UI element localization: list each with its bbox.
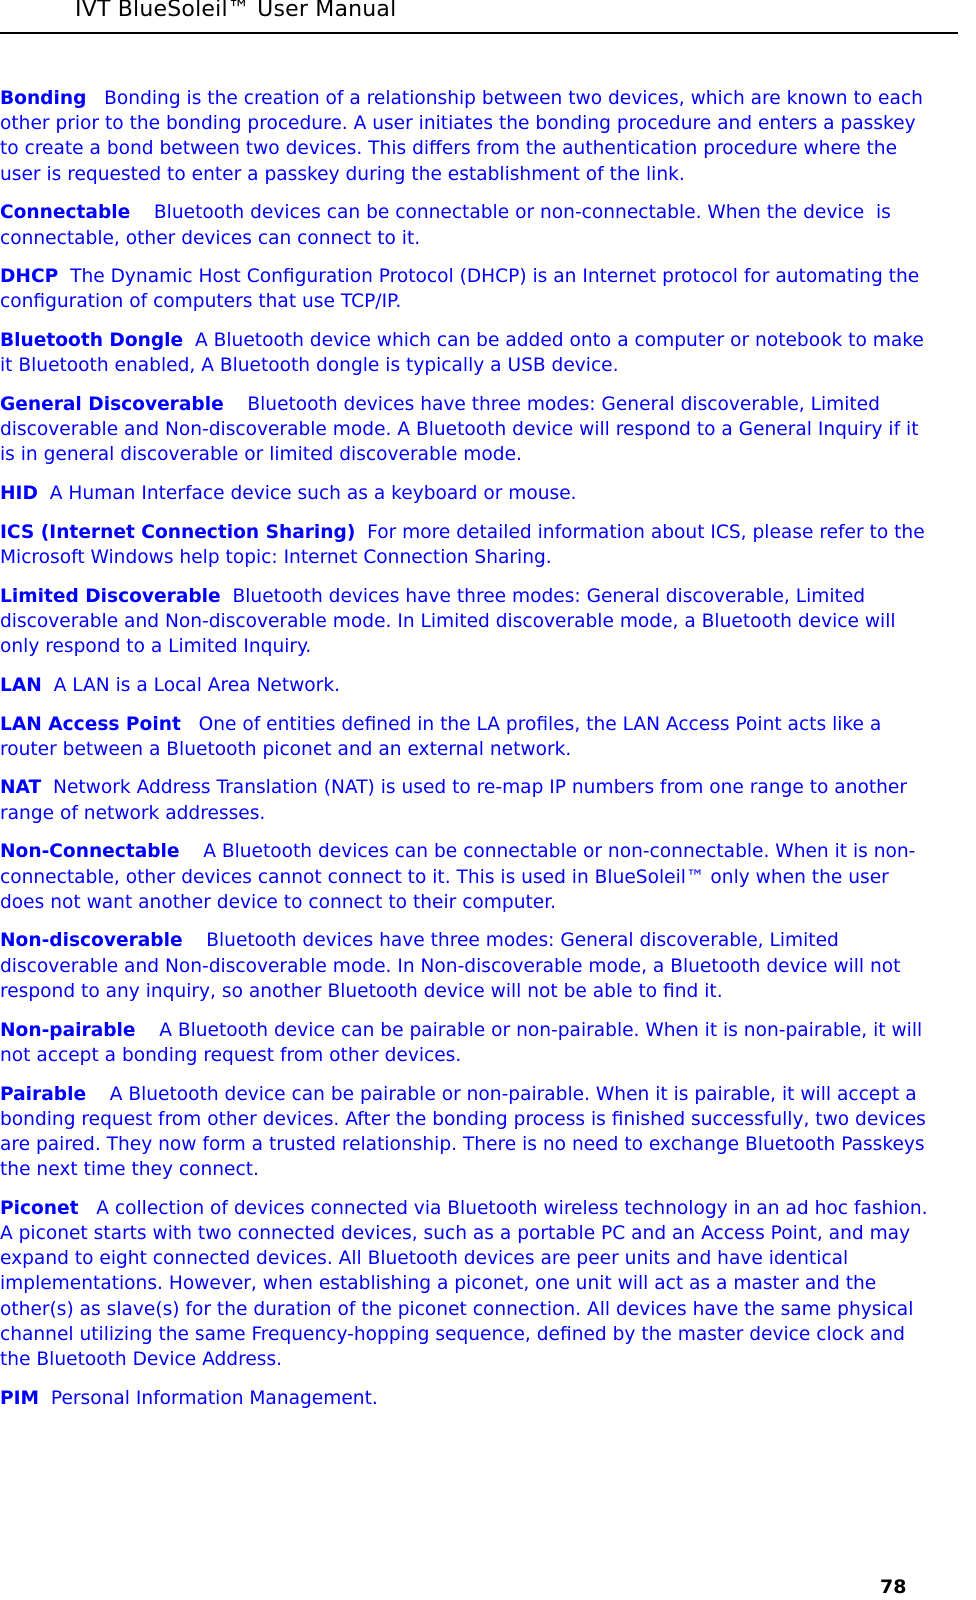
manual-title: IVT BlueSoleil™ User Manual	[75, 0, 397, 22]
term-separator	[42, 675, 54, 696]
term-separator	[39, 1388, 51, 1409]
glossary-definition: The Dynamic Host Configuration Protocol (DHCP) is an Internet protocol for automating the configuration of computers that use TCP/IP.	[0, 266, 920, 313]
glossary-term: HID	[0, 483, 38, 505]
term-separator	[183, 330, 195, 351]
glossary-entry	[0, 775, 935, 825]
glossary-term: PIM	[0, 1387, 40, 1409]
glossary-definition: A LAN is a Local Area Network.	[53, 674, 341, 696]
term-separator	[355, 522, 367, 543]
glossary-definition: A Bluetooth device can be pairable or non-pairable. When it is pairable, it will accept a bonding request from other devices. After the bonding process is finished successfully, two devices are paired. They now form a trusted relationship. There is no need to exchange Bluetooth Passkeys the next time they connect.	[0, 1083, 926, 1181]
term-separator	[38, 483, 50, 504]
term-separator	[183, 930, 207, 951]
glossary-entry	[0, 712, 935, 762]
glossary-term: Connectable	[0, 202, 131, 224]
term-separator	[41, 777, 53, 798]
glossary-term: DHCP	[0, 266, 59, 288]
glossary-term: Non-discoverable	[0, 930, 183, 952]
glossary-entry	[0, 584, 935, 660]
glossary-definition: For more detailed information about ICS, please refer to the Microsoft Windows help topic: Internet Connection Sharing.	[0, 521, 925, 569]
glossary-term: Bonding	[0, 88, 87, 109]
glossary-definition: A Bluetooth device which can be added onto a computer or notebook to make it Bluetooth enabled, A Bluetooth dongle is typically a USB device.	[0, 330, 924, 377]
glossary-definition: Network Address Translation (NAT) is used to re-map IP numbers from one range to another range of network addresses.	[0, 777, 908, 824]
glossary-term: ICS (Internet Connection Sharing)	[0, 521, 356, 543]
page-header	[0, 0, 976, 34]
glossary-list	[0, 86, 935, 1424]
glossary-term: Bluetooth Dongle	[0, 330, 184, 352]
term-separator	[224, 394, 248, 415]
glossary-definition: A Bluetooth devices can be connectable or non-connectable. When it is non-connectable, other devices cannot connect to it. This is used in BlueSoleil™ only when the user does not want another device to connect to their computer.	[0, 841, 916, 913]
glossary-term: General Discoverable	[0, 394, 224, 416]
glossary-definition: Bluetooth devices have three modes: General discoverable, Limited discoverable and Non-discoverable mode. A Bluetooth device will respond to a General Inquiry if it is in general discoverable or limited discoverable mode.	[0, 394, 919, 466]
glossary-entry	[0, 839, 935, 915]
glossary-definition: A collection of devices connected via Bluetooth wireless technology in an ad hoc fashion. A piconet starts with two connected devices, such as a portable PC and an Access Point, and may expand to eight connected devices. All Bluetooth devices are peer units and have identical implementations. However, when establishing a piconet, one unit will act as a master and the other(s) as slave(s) for the duration of the piconet connection. All devices have the same physical channel utilizing the same Frequency-hopping sequence, defined by the master device clock and the Bluetooth Device Address.	[0, 1197, 928, 1371]
glossary-entry	[0, 1196, 935, 1372]
term-separator	[58, 266, 70, 287]
glossary-definition: Bluetooth devices can be connectable or non-connectable. When the device is connectable, other devices can connect to it.	[0, 202, 891, 249]
glossary-term: LAN Access Point	[0, 713, 181, 735]
glossary-definition: A Bluetooth device can be pairable or non-pairable. When it is non-pairable, it will not accept a bonding request from other devices.	[0, 1019, 923, 1066]
glossary-entry	[0, 328, 935, 378]
term-separator	[181, 714, 199, 735]
glossary-definition: A Human Interface device such as a keyboard or mouse.	[49, 483, 577, 505]
term-separator	[136, 1020, 160, 1041]
page-number: 78	[880, 1576, 907, 1598]
glossary-term: Non-Connectable	[0, 841, 180, 863]
glossary-entry	[0, 1386, 935, 1411]
glossary-term: Piconet	[0, 1197, 79, 1219]
term-separator	[86, 1084, 110, 1105]
glossary-definition: Bluetooth devices have three modes: General discoverable, Limited discoverable and Non-discoverable mode. In Limited discoverable mode, a Bluetooth device will only respond to a Limited Inquiry.	[0, 585, 896, 658]
glossary-entry	[0, 86, 935, 187]
glossary-entry	[0, 1018, 935, 1068]
term-separator	[130, 202, 154, 223]
term-separator	[86, 88, 104, 109]
glossary-entry	[0, 264, 935, 314]
term-separator	[180, 841, 204, 862]
glossary-definition: One of entities defined in the LA profiles, the LAN Access Point acts like a router between a Bluetooth piconet and an external network.	[0, 713, 882, 760]
term-separator	[79, 1198, 97, 1219]
glossary-term: LAN	[0, 674, 42, 696]
glossary-term: Non-pairable	[0, 1019, 136, 1041]
header-divider	[0, 32, 958, 34]
glossary-entry	[0, 1082, 935, 1183]
glossary-entry	[0, 481, 935, 506]
glossary-entry	[0, 392, 935, 468]
glossary-entry	[0, 520, 935, 570]
glossary-term: NAT	[0, 777, 42, 799]
glossary-entry	[0, 673, 935, 698]
glossary-definition: Personal Information Management.	[50, 1387, 378, 1409]
glossary-term: Pairable	[0, 1083, 87, 1105]
term-separator	[221, 586, 233, 607]
glossary-definition: Bluetooth devices have three modes: General discoverable, Limited discoverable and Non-discoverable mode. In Non-discoverable mode, a Bluetooth device will not respond to any inquiry, so another Bluetooth device will not be able to find it.	[0, 930, 901, 1002]
glossary-entry	[0, 928, 935, 1004]
glossary-definition: Bonding is the creation of a relationship between two devices, which are known to each other prior to the bonding procedure. A user initiates the bonding procedure and enters a passkey to create a bond between two devices. This differs from the authentication procedure where the user is requested to enter a passkey during the establishment of the link.	[0, 88, 923, 185]
glossary-entry	[0, 200, 935, 250]
glossary-term: Limited Discoverable	[0, 585, 221, 607]
